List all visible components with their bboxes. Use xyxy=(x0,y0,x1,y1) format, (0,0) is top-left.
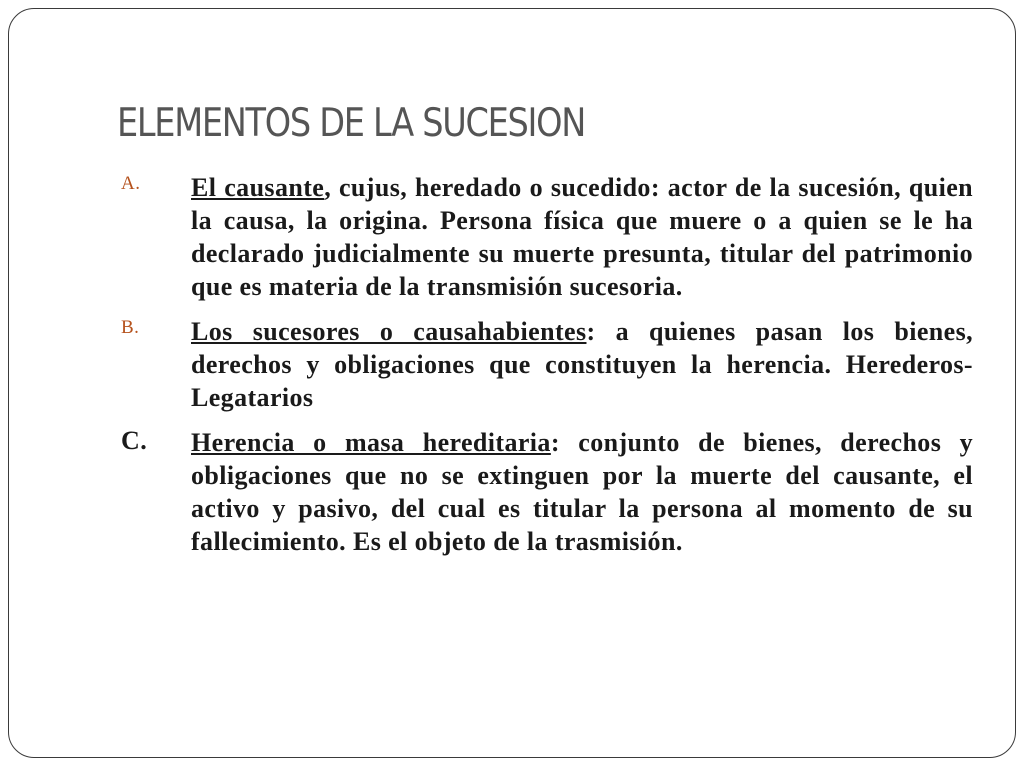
list-item-b xyxy=(117,315,973,414)
element-list xyxy=(117,171,973,570)
list-item-term: Herencia o masa hereditaria xyxy=(191,428,551,457)
list-marker: A. xyxy=(121,173,141,194)
list-marker: C. xyxy=(121,426,148,455)
list-item-description: : conjunto de bienes, derechos y obligaciones que no se extinguen por la muerte del causante, el activo y pasivo, del cual es titular la persona al momento de su fallecimiento. Es el objeto de la trasmisión. xyxy=(191,428,974,556)
slide-frame xyxy=(8,8,1016,758)
list-item-term: El causante xyxy=(191,173,325,202)
list-item-c xyxy=(117,426,973,558)
list-item-text xyxy=(191,426,973,558)
slide-title: ELEMENTOS DE LA SUCESION xyxy=(117,101,586,146)
list-item-description: , cujus, heredado o sucedido: actor de la sucesión, quien la causa, la origina. Persona física que muere o a quien se le ha declarado judicialmente su muerte presunta, titular del patrimonio que es materia de la transmisión sucesoria. xyxy=(191,173,974,301)
list-item-description: : a quienes pasan los bienes, derechos y obligaciones que constituyen la herencia. Herederos- Legatarios xyxy=(191,317,973,412)
list-item-term: Los sucesores o causahabientes xyxy=(191,317,587,346)
list-marker: B. xyxy=(121,317,140,338)
list-item-text xyxy=(191,171,973,303)
list-item-text xyxy=(191,315,973,414)
list-item-a xyxy=(117,171,973,303)
